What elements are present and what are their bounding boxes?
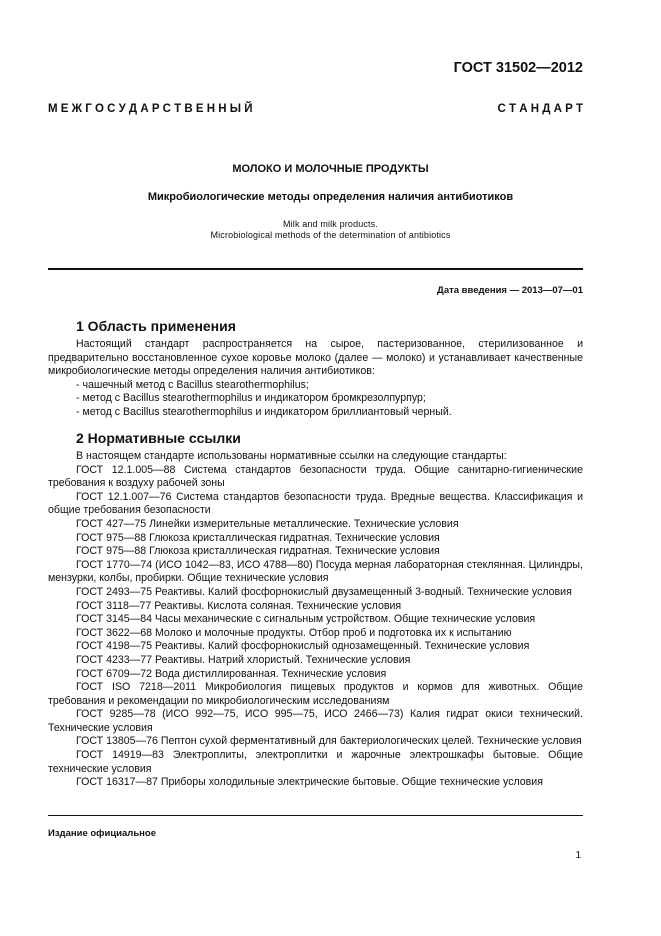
reference-item: ГОСТ 9285—78 (ИСО 992—75, ИСО 995—75, ИСО 2466—73) Калия гидрат окиси технический. Технические условия bbox=[48, 708, 583, 734]
reference-item: ГОСТ 12.1.007—76 Система стандартов безопасности труда. Вредные вещества. Классификация и общие требования безопасности bbox=[48, 490, 583, 517]
header-divider bbox=[48, 268, 583, 270]
standard-number: ГОСТ 31502—2012 bbox=[453, 60, 583, 76]
reference-item: ГОСТ 16317—87 Приборы холодильные электрические бытовые. Общие технические условия bbox=[76, 776, 543, 789]
method-list-item: - метод с Bacillus stearothermophilus и индикатором бриллиантовый черный. bbox=[76, 405, 452, 418]
reference-item: ГОСТ 975—88 Глюкоза кристаллическая гидратная. Технические условия bbox=[76, 545, 440, 558]
reference-item: ГОСТ 6709—72 Вода дистиллированная. Технические условия bbox=[76, 667, 387, 680]
reference-item: ГОСТ 1770—74 (ИСО 1042—83, ИСО 4788—80) Посуда мерная лабораторная стеклянная. Цилиндры, мензурки, колбы, пробирки. Общие технические условия bbox=[48, 558, 583, 585]
references-intro: В настоящем стандарте использованы нормативные ссылки на следующие стандарты: bbox=[76, 450, 507, 462]
reference-item: ГОСТ 3145—84 Часы механические с сигнальным устройством. Общие технические условия bbox=[76, 613, 536, 626]
banner-word-interstate: М Е Ж Г О С У Д А Р С Т В Е Н Н Ы Й bbox=[48, 103, 253, 115]
reference-item: ГОСТ 427—75 Линейки измерительные металлические. Технические условия bbox=[76, 517, 459, 530]
english-title-line-1: Milk and milk products. bbox=[283, 219, 378, 229]
section-2-heading: 2 Нормативные ссылки bbox=[76, 430, 241, 446]
reference-item: ГОСТ ISO 7218—2011 Микробиология пищевых продуктов и кормов для животных. Общие требования и рекомендации по микробиологическим исследованиям bbox=[48, 681, 583, 707]
reference-item: ГОСТ 12.1.005—88 Система стандартов безопасности труда. Общие санитарно-гигиенические требования к воздуху рабочей зоны bbox=[48, 463, 583, 490]
reference-item: ГОСТ 4198—75 Реактивы. Калий фосфорнокислый однозамещенный. Технические условия bbox=[76, 640, 530, 653]
reference-item: ГОСТ 13805—76 Пептон сухой ферментативный для бактериологических целей. Технические условия bbox=[76, 735, 582, 748]
method-list-item: - метод с Bacillus stearothermophilus и индикатором бромкрезолпурпур; bbox=[76, 392, 426, 405]
footer-divider bbox=[48, 815, 583, 816]
reference-item: ГОСТ 3118—77 Реактивы. Кислота соляная. Технические условия bbox=[76, 599, 402, 612]
page-number: 1 bbox=[575, 850, 581, 861]
document-title: МОЛОКО И МОЛОЧНЫЕ ПРОДУКТЫ bbox=[232, 163, 429, 175]
scope-paragraph: Настоящий стандарт распространяется на сырое, пастеризованное, стерилизованное и предварительно восстановленное сухое коровье молоко (далее — молоко) и устанавливает качественные микробиологические методы определения наличия антибиотиков: bbox=[48, 338, 583, 378]
section-1-heading: 1 Область применения bbox=[76, 318, 236, 334]
official-edition-label: Издание официальное bbox=[48, 828, 156, 839]
section-2-body bbox=[48, 450, 583, 790]
method-list-item: - чашечный метод с Bacillus stearothermophilus; bbox=[76, 378, 309, 391]
banner-word-standard: С Т А Н Д А Р Т bbox=[497, 103, 583, 115]
introduction-date: Дата введения — 2013—07—01 bbox=[437, 285, 583, 296]
document-subtitle: Микробиологические методы определения наличия антибиотиков bbox=[147, 191, 514, 203]
reference-item: ГОСТ 14919—83 Электроплиты, электроплитки и жарочные электрошкафы бытовые. Общие технические условия bbox=[48, 749, 583, 775]
reference-item: ГОСТ 4233—77 Реактивы. Натрий хлористый. Технические условия bbox=[76, 653, 411, 666]
section-1-body bbox=[48, 338, 583, 420]
reference-item: ГОСТ 2493—75 Реактивы. Калий фосфорнокислый двузамещенный 3-водный. Технические условия bbox=[76, 585, 572, 598]
reference-item: ГОСТ 3622—68 Молоко и молочные продукты. Отбор проб и подготовка их к испытанию bbox=[76, 626, 512, 639]
english-title-line-2: Microbiological methods of the determination of antibiotics bbox=[210, 230, 451, 240]
reference-item: ГОСТ 975—88 Глюкоза кристаллическая гидратная. Технические условия bbox=[76, 531, 440, 544]
standard-type-banner bbox=[48, 103, 583, 115]
